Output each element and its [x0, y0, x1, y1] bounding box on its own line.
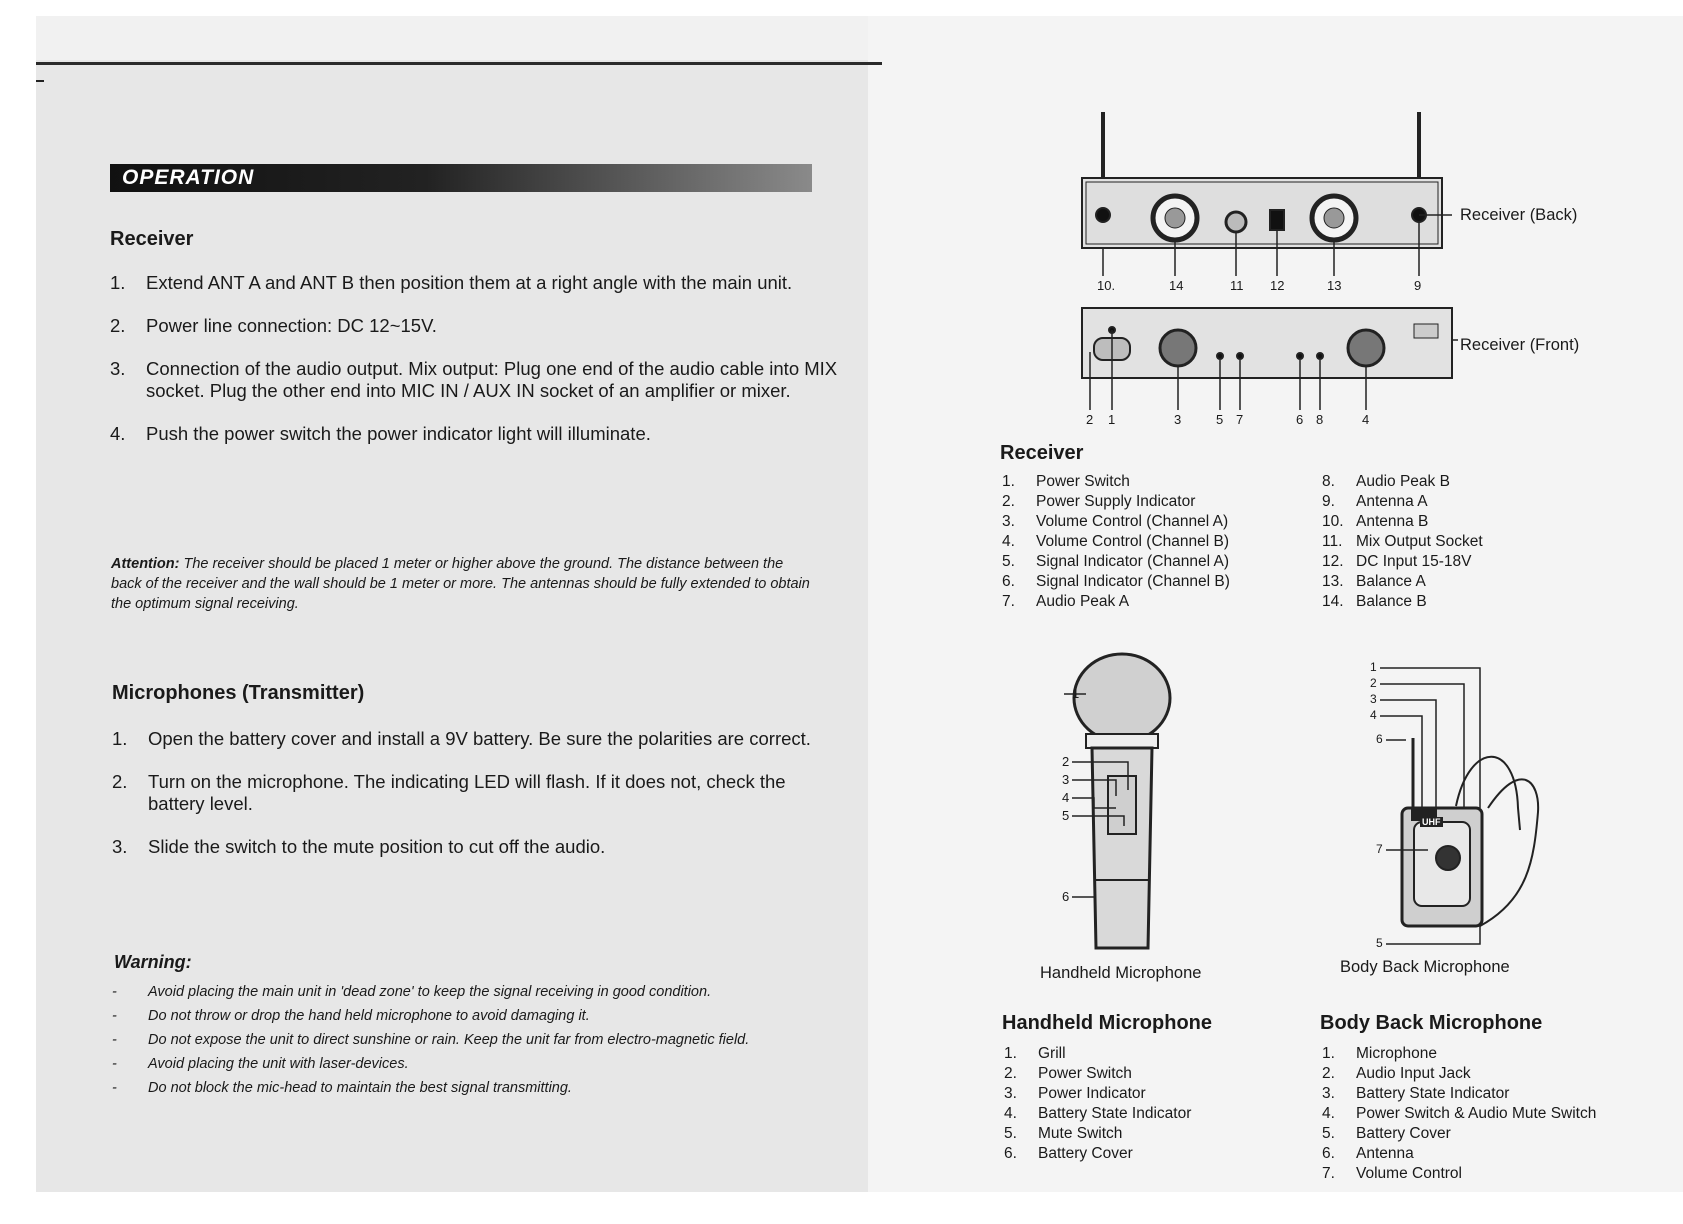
- warning-text: Do not expose the unit to direct sunshine or rain. Keep the unit far from electro-magnetic field.: [148, 1032, 750, 1048]
- callout-number: 6: [1062, 889, 1070, 904]
- part-text: Volume Control: [1356, 1165, 1462, 1182]
- step-text: Open the battery cover and install a 9V battery. Be sure the polarities are correct.: [148, 728, 811, 749]
- part-number: 8.: [1322, 473, 1335, 490]
- part-item: [1322, 1064, 1596, 1084]
- part-text: Balance A: [1356, 573, 1426, 590]
- part-number: 7.: [1322, 1165, 1335, 1182]
- part-number: 4.: [1322, 1105, 1335, 1122]
- part-text: Mute Switch: [1038, 1125, 1123, 1142]
- part-number: 2.: [1004, 1065, 1017, 1082]
- handheld-parts-heading: Handheld Microphone: [1002, 1012, 1212, 1034]
- part-item: [1002, 592, 1230, 612]
- step-text: Turn on the microphone. The indicating LED will flash. If it does not, check the battery level.: [148, 771, 786, 814]
- part-text: Power Switch & Audio Mute Switch: [1356, 1105, 1597, 1122]
- callout-number: 2: [1062, 754, 1070, 769]
- part-item: [1322, 492, 1483, 512]
- uhf-badge: UHF: [1422, 817, 1441, 827]
- callout-number: 13: [1327, 278, 1342, 293]
- part-item: [1322, 1124, 1596, 1144]
- part-number: 5.: [1004, 1125, 1017, 1142]
- callout-number: 14: [1169, 278, 1184, 293]
- part-text: Power Switch: [1036, 473, 1130, 490]
- part-text: Audio Input Jack: [1356, 1065, 1471, 1082]
- receiver-front-label: Receiver (Front): [1460, 336, 1580, 354]
- callout-number: 2: [1086, 412, 1094, 427]
- part-item: [1004, 1144, 1191, 1164]
- warning-dash: -: [112, 1008, 117, 1024]
- part-text: Grill: [1038, 1045, 1066, 1062]
- part-item: [1322, 532, 1483, 552]
- part-number: 1.: [1002, 473, 1015, 490]
- part-text: Antenna A: [1356, 493, 1428, 510]
- step-text: Slide the switch to the mute position to cut off the audio.: [148, 836, 606, 857]
- part-item: [1322, 592, 1483, 612]
- part-item: [1322, 1044, 1596, 1064]
- receiver-parts-heading: Receiver: [1000, 442, 1084, 464]
- part-text: Microphone: [1356, 1045, 1437, 1062]
- step-text: Connection of the audio output. Mix output: Plug one end of the audio cable into MIX socket. Plug the other end into MIC IN / AUX IN socket of an amplifier or mixer.: [146, 358, 838, 401]
- part-text: Antenna: [1356, 1145, 1414, 1162]
- part-number: 6.: [1004, 1145, 1017, 1162]
- part-number: 2.: [1002, 493, 1015, 510]
- part-number: 14.: [1322, 593, 1344, 610]
- step-number: 3.: [110, 358, 126, 379]
- microphones-heading: Microphones (Transmitter): [112, 682, 365, 704]
- callout-number: 3: [1370, 692, 1377, 706]
- callout-number: 5: [1216, 412, 1224, 427]
- section-title: OPERATION: [122, 166, 255, 189]
- part-text: Signal Indicator (Channel B): [1036, 573, 1230, 590]
- callout-number: 12: [1270, 278, 1285, 293]
- receiver-back-drawing: [1082, 112, 1452, 276]
- part-text: Power Supply Indicator: [1036, 493, 1196, 510]
- callout-number: 6: [1296, 412, 1304, 427]
- callout-number: 1: [1370, 660, 1377, 674]
- part-item: [1004, 1064, 1191, 1084]
- receiver-parts-col1: [1002, 472, 1230, 612]
- handheld-caption: Handheld Microphone: [1040, 964, 1202, 982]
- step-number: 4.: [110, 423, 126, 444]
- warning-dash: -: [112, 1080, 117, 1096]
- step-text: Extend ANT A and ANT B then position them at a right angle with the main unit.: [146, 272, 793, 293]
- step-number: 2.: [112, 771, 128, 792]
- part-text: Battery Cover: [1038, 1145, 1133, 1162]
- callout-number: 5: [1376, 936, 1383, 950]
- part-text: Antenna B: [1356, 513, 1429, 530]
- attention-label: Attention:: [111, 556, 180, 572]
- part-number: 3.: [1002, 513, 1015, 530]
- callout-number: 7: [1376, 842, 1383, 856]
- part-item: [1002, 512, 1230, 532]
- part-item: [1322, 1144, 1596, 1164]
- part-number: 6.: [1002, 573, 1015, 590]
- part-text: Volume Control (Channel A): [1036, 513, 1229, 530]
- attention-text: The receiver should be placed 1 meter or higher above the ground. The distance between the back of the receiver and the wall should be 1 meter or more. The antennas should be fully extended to obtain the optimum signal receiving.: [111, 556, 810, 612]
- callout-number: 3: [1174, 412, 1182, 427]
- part-number: 2.: [1322, 1065, 1335, 1082]
- part-item: [1322, 1164, 1596, 1184]
- part-item: [1322, 572, 1483, 592]
- part-item: [1004, 1044, 1191, 1064]
- callout-number: 1: [1072, 686, 1080, 701]
- part-item: [1002, 472, 1230, 492]
- part-text: Battery Cover: [1356, 1125, 1451, 1142]
- receiver-heading: Receiver: [110, 228, 194, 250]
- part-text: Battery State Indicator: [1038, 1105, 1192, 1122]
- part-item: [1004, 1124, 1191, 1144]
- warning-text: Avoid placing the main unit in 'dead zone' to keep the signal receiving in good condition.: [148, 984, 712, 1000]
- part-number: 1.: [1004, 1045, 1017, 1062]
- callout-number: 9: [1414, 278, 1422, 293]
- receiver-back-label: Receiver (Back): [1460, 206, 1578, 224]
- step-text: Power line connection: DC 12~15V.: [146, 315, 437, 336]
- part-text: Mix Output Socket: [1356, 533, 1483, 550]
- step-text: Push the power switch the power indicator light will illuminate.: [146, 423, 651, 444]
- part-item: [1002, 552, 1230, 572]
- part-number: 13.: [1322, 573, 1344, 590]
- callout-number: 5: [1062, 808, 1070, 823]
- callout-number: 2: [1370, 676, 1377, 690]
- callout-number: 10.: [1097, 278, 1116, 293]
- callout-number: 4: [1062, 790, 1070, 805]
- callout-number: 3: [1062, 772, 1070, 787]
- part-number: 3.: [1322, 1085, 1335, 1102]
- callout-number: 6: [1376, 732, 1383, 746]
- part-number: 10.: [1322, 513, 1344, 530]
- warning-dash: -: [112, 1056, 117, 1072]
- part-item: [1322, 552, 1483, 572]
- part-item: [1322, 1084, 1596, 1104]
- warning-title: Warning:: [114, 952, 192, 972]
- part-number: 4.: [1002, 533, 1015, 550]
- part-number: 7.: [1002, 593, 1015, 610]
- step-number: 2.: [110, 315, 126, 336]
- bodyback-parts-heading: Body Back Microphone: [1320, 1012, 1543, 1034]
- step-number: 3.: [112, 836, 128, 857]
- part-text: Audio Peak A: [1036, 593, 1130, 610]
- callout-number: 1: [1108, 412, 1116, 427]
- bodyback-parts-list: [1322, 1044, 1596, 1184]
- part-text: Volume Control (Channel B): [1036, 533, 1229, 550]
- part-number: 9.: [1322, 493, 1335, 510]
- part-number: 5.: [1322, 1125, 1335, 1142]
- part-number: 4.: [1004, 1105, 1017, 1122]
- part-text: Balance B: [1356, 593, 1427, 610]
- part-item: [1002, 572, 1230, 592]
- callout-number: 7: [1236, 412, 1244, 427]
- part-item: [1004, 1084, 1191, 1104]
- part-item: [1322, 472, 1483, 492]
- part-text: Power Indicator: [1038, 1085, 1146, 1102]
- part-item: [1002, 532, 1230, 552]
- part-number: 5.: [1002, 553, 1015, 570]
- part-item: [1322, 512, 1483, 532]
- part-number: 3.: [1004, 1085, 1017, 1102]
- part-item: [1322, 1104, 1596, 1124]
- receiver-parts-col2: [1322, 472, 1483, 612]
- bodyback-mic-drawing: [1380, 668, 1538, 944]
- handheld-mic-drawing: [1064, 654, 1170, 948]
- bodyback-caption: Body Back Microphone: [1340, 958, 1510, 976]
- warning-dash: -: [112, 984, 117, 1000]
- part-number: 6.: [1322, 1145, 1335, 1162]
- callout-number: 11: [1230, 278, 1244, 293]
- step-number: 1.: [110, 272, 126, 293]
- step-number: 1.: [112, 728, 128, 749]
- part-item: [1002, 492, 1230, 512]
- part-text: DC Input 15-18V: [1356, 553, 1472, 570]
- callout-number: 8: [1316, 412, 1324, 427]
- warning-text: Do not block the mic-head to maintain the best signal transmitting.: [148, 1080, 572, 1096]
- part-number: 1.: [1322, 1045, 1335, 1062]
- part-number: 11.: [1322, 533, 1343, 550]
- part-text: Battery State Indicator: [1356, 1085, 1510, 1102]
- handheld-parts-list: [1004, 1044, 1191, 1164]
- part-text: Power Switch: [1038, 1065, 1132, 1082]
- receiver-front-drawing: [1082, 308, 1458, 410]
- part-text: Audio Peak B: [1356, 473, 1450, 490]
- warning-dash: -: [112, 1032, 117, 1048]
- callout-number: 4: [1370, 708, 1377, 722]
- warning-text: Avoid placing the unit with laser-devices.: [148, 1056, 409, 1072]
- part-text: Signal Indicator (Channel A): [1036, 553, 1230, 570]
- part-number: 12.: [1322, 553, 1344, 570]
- callout-number: 4: [1362, 412, 1370, 427]
- part-item: [1004, 1104, 1191, 1124]
- warning-text: Do not throw or drop the hand held microphone to avoid damaging it.: [148, 1008, 590, 1024]
